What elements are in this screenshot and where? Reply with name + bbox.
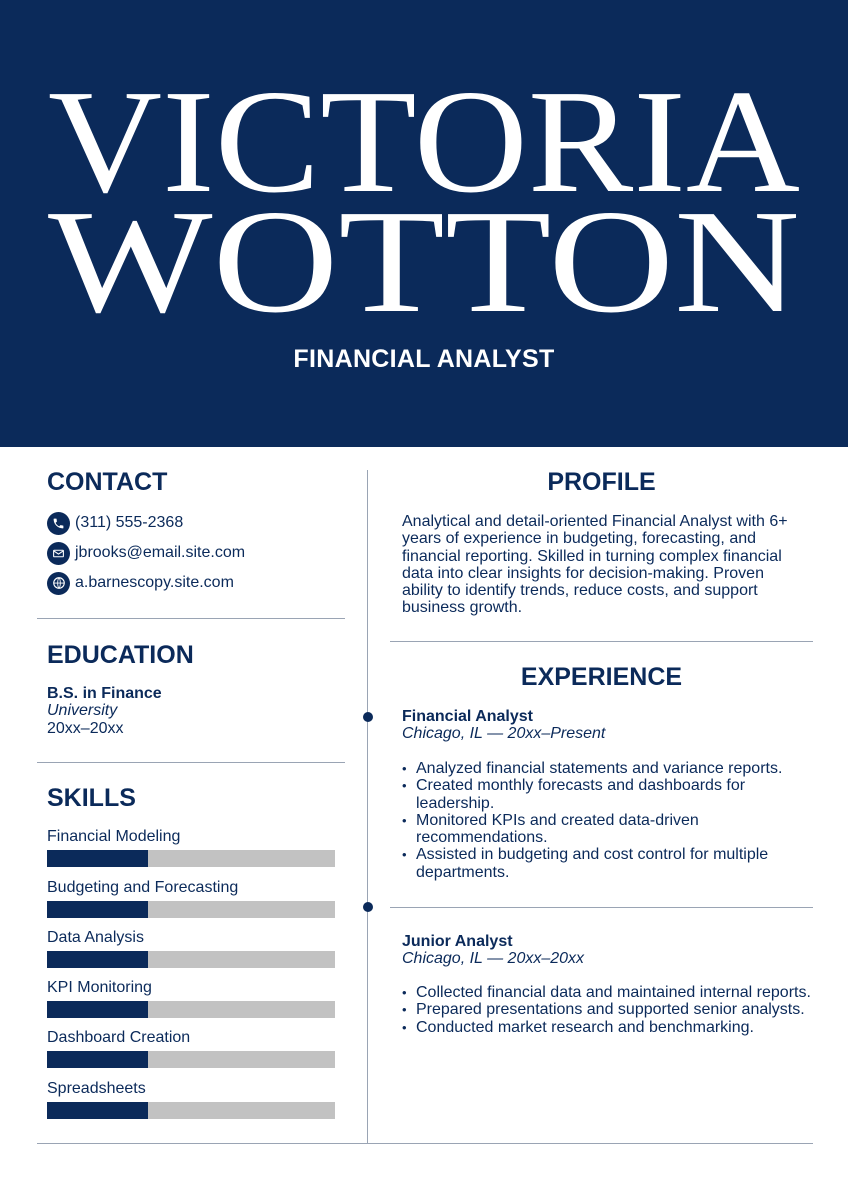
bullet-item: • Created monthly forecasts and dashboards for leadership. — [402, 777, 812, 812]
profile-text: Analytical and detail-oriented Financial Analyst with 6+ years of experience in budgeting, forecasting, and financial reporting. Skilled in turning complex financial data into clear insights for decision-making. Proven ability to identify trends, reduce costs, and support business growth. — [402, 513, 788, 617]
contact-phone — [47, 511, 183, 535]
education-title: EDUCATION — [47, 641, 194, 669]
contact-web — [47, 571, 234, 595]
first-name: VICTORIA — [48, 60, 800, 224]
job-meta: Chicago, IL — 20xx–20xx — [402, 950, 585, 967]
bullet-item: • Analyzed financial statements and variance reports. — [402, 760, 812, 777]
skills-title: SKILLS — [47, 784, 136, 812]
timeline-dot — [363, 712, 373, 722]
skill-item — [47, 1029, 335, 1068]
skill-label: Financial Modeling — [47, 828, 181, 845]
skill-item — [47, 929, 335, 968]
skill-label: KPI Monitoring — [47, 979, 152, 996]
skill-label: Spreadsheets — [47, 1080, 146, 1097]
bullet-item: • Conducted market research and benchmarking. — [402, 1019, 812, 1036]
skill-bar — [47, 1102, 335, 1119]
skill-item — [47, 979, 335, 1018]
phone-icon — [47, 512, 70, 535]
skill-bar-fill — [47, 951, 148, 968]
bottom-divider — [37, 1143, 813, 1144]
bullet-item: • Collected financial data and maintained internal reports. — [402, 984, 812, 1001]
education-school: University — [47, 702, 118, 719]
email-icon — [47, 542, 70, 565]
skill-bar-fill — [47, 1001, 148, 1018]
skill-item — [47, 879, 335, 918]
skill-bar — [47, 901, 335, 918]
skill-bar — [47, 850, 335, 867]
web-icon — [47, 572, 70, 595]
job-role: Junior Analyst — [402, 933, 513, 950]
job-bullets — [402, 984, 812, 1036]
experience-divider — [390, 907, 813, 908]
skill-item — [47, 828, 335, 867]
timeline-dot — [363, 902, 373, 912]
education-years: 20xx–20xx — [47, 720, 124, 737]
skill-bar — [47, 1051, 335, 1068]
skill-bar-fill — [47, 850, 148, 867]
skill-item — [47, 1080, 335, 1119]
skill-bar — [47, 951, 335, 968]
skill-label: Data Analysis — [47, 929, 144, 946]
job-meta: Chicago, IL — 20xx–Present — [402, 725, 606, 742]
skill-bar — [47, 1001, 335, 1018]
experience-title: EXPERIENCE — [520, 663, 683, 691]
education-degree: B.S. in Finance — [47, 685, 162, 702]
contact-title: CONTACT — [47, 468, 168, 496]
contact-phone-text: (311) 555-2368 — [75, 514, 184, 531]
header-banner — [0, 0, 848, 447]
bullet-item: • Monitored KPIs and created data-driven recommendations. — [402, 812, 812, 847]
job-title: FINANCIAL ANALYST — [293, 345, 555, 373]
job-bullets — [402, 760, 812, 881]
contact-web-text: a.barnescopy.site.com — [75, 574, 234, 591]
skill-bar-fill — [47, 901, 148, 918]
skill-label: Budgeting and Forecasting — [47, 879, 239, 896]
contact-email — [47, 541, 245, 565]
education-divider — [37, 762, 345, 763]
last-name: WOTTON — [47, 180, 800, 344]
skill-bar-fill — [47, 1102, 148, 1119]
profile-title: PROFILE — [547, 468, 656, 496]
bullet-item: • Assisted in budgeting and cost control for multiple departments. — [402, 846, 812, 881]
job-role: Financial Analyst — [402, 708, 533, 725]
skill-bar-fill — [47, 1051, 148, 1068]
column-divider — [367, 470, 368, 1143]
contact-divider — [37, 618, 345, 619]
bullet-item: • Prepared presentations and supported senior analysts. — [402, 1001, 812, 1018]
skill-label: Dashboard Creation — [47, 1029, 191, 1046]
profile-divider — [390, 641, 813, 642]
contact-email-text: jbrooks@email.site.com — [75, 544, 246, 561]
